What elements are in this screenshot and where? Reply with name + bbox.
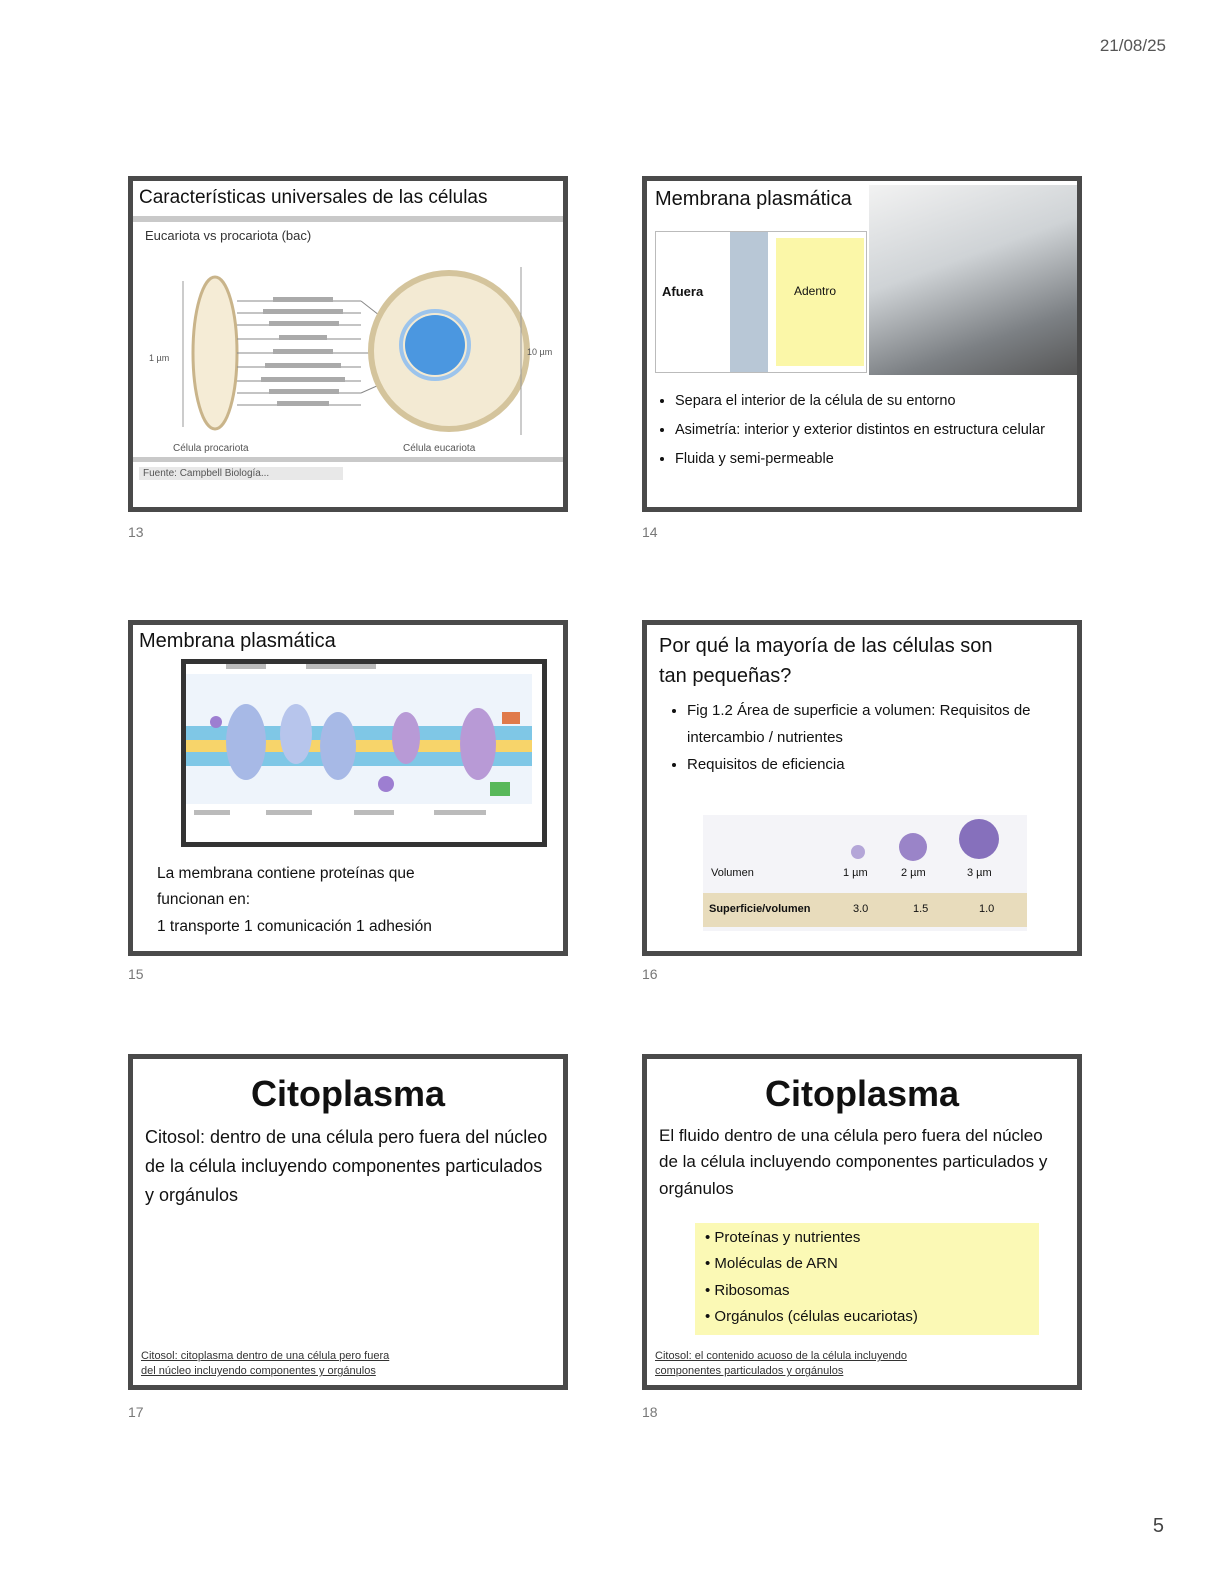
list-item: • Moléculas de ARN [705, 1255, 838, 1273]
slide-number: 17 [128, 1404, 144, 1420]
right-scale-label: 10 µm [527, 347, 553, 357]
title-line: tan pequeñas? [659, 665, 792, 687]
table-cell: 3 µm [967, 867, 992, 879]
table-cell: 1.0 [979, 903, 995, 915]
cube-large [959, 819, 999, 859]
prokaryote-label: Célula procariota [173, 443, 249, 454]
slide-title: Membrana plasmática [647, 181, 860, 217]
slide-title [647, 625, 1077, 697]
prokaryote-cell [193, 277, 237, 429]
slide-14 [642, 176, 1082, 512]
membrane-proteins-figure [181, 659, 547, 847]
slide-title: Membrana plasmática [139, 630, 336, 652]
table-cell: 2 µm [901, 867, 926, 879]
slide-15 [128, 620, 568, 956]
list-item: • Orgánulos (células eucariotas) [705, 1307, 918, 1325]
body-line: funcionan en: [157, 891, 251, 909]
slide-body: Citosol: dentro de una célula pero fuera del núcleo de la célula incluyendo componentes particulados y orgánulos [145, 1127, 548, 1205]
membrane-diagram [655, 231, 867, 373]
protein [320, 712, 356, 780]
left-scale-label: 1 µm [149, 353, 170, 363]
footnote-line: Citosol: citoplasma dentro de una célula pero fuera [141, 1350, 390, 1363]
protein [460, 708, 496, 780]
slide-footnote [141, 1349, 389, 1379]
row-label: Volumen [711, 867, 754, 879]
footnote-line: del núcleo incluyendo componentes y orgánulos [141, 1365, 376, 1378]
protein [226, 704, 266, 780]
slide-number: 14 [642, 524, 658, 540]
table-row [703, 893, 1027, 927]
inside-region [776, 238, 864, 366]
table-cell: 3.0 [853, 903, 869, 915]
footnote-line: componentes particulados y orgánulos [655, 1365, 844, 1378]
slide-caption: Fuente: Campbell Biología... [139, 467, 343, 480]
slide-number: 13 [128, 524, 144, 540]
bullet-list [651, 387, 1082, 474]
slide-number: 16 [642, 966, 658, 982]
body-line: La membrana contiene proteínas que [157, 865, 415, 882]
slide-13 [128, 176, 568, 512]
list-item: • Ribosomas [705, 1281, 790, 1299]
eukaryote-label: Célula eucariota [403, 443, 476, 454]
slide-16 [642, 620, 1082, 956]
slide-number: 15 [128, 966, 144, 982]
row-label: Superficie/volumen [709, 903, 811, 915]
inside-label: Adentro [794, 284, 837, 298]
protein [392, 712, 420, 764]
slide-subtitle: Eucariota vs procariota (bac) [145, 227, 312, 243]
slide-title: Citoplasma [250, 1073, 446, 1114]
table-cell: 1.5 [913, 903, 929, 915]
slide-body [157, 861, 432, 940]
highlight-box [695, 1223, 1039, 1335]
list-item: • Asimetría: interior y exterior distintos en estructura celular [675, 416, 1082, 445]
slide-body: El fluido dentro de una célula pero fuera del núcleo de la célula incluyendo componentes particulados y orgánulos [659, 1126, 1048, 1198]
cube-medium [899, 833, 927, 861]
list-item: • Fluida y semi-permeable [675, 445, 1082, 474]
slide-number: 18 [642, 1404, 658, 1420]
slide-title: Citoplasma [764, 1073, 960, 1114]
slide-title: Características universales de las células [139, 187, 488, 208]
nucleus [405, 315, 465, 375]
bullet-list [647, 697, 1077, 778]
slide-18 [642, 1054, 1082, 1390]
protein [280, 704, 312, 764]
footnote-line: Citosol: el contenido acuoso de la célula incluyendo [655, 1350, 907, 1363]
list-item: • Fig 1.2 Área de superficie a volumen: Requisitos de intercambio / nutrientes [687, 697, 1077, 751]
slide-footnote [655, 1349, 907, 1379]
surface-volume-table [703, 815, 1027, 931]
table-cell: 1 µm [843, 867, 868, 879]
cell-comparison-diagram [133, 251, 563, 461]
title-line: Por qué la mayoría de las células son [659, 635, 993, 657]
phospholipid-bilayer-diagram [186, 664, 532, 832]
cube-small [851, 845, 865, 859]
outside-label: Afuera [662, 284, 704, 299]
table-row [703, 863, 1027, 887]
caption-bar [133, 457, 563, 462]
membrane-layer [730, 232, 768, 372]
page-number: 5 [1152, 1515, 1164, 1537]
list-item: • Separa el interior de la célula de su entorno [675, 387, 1082, 416]
page-date: 21/08/25 [1099, 36, 1166, 55]
list-item: • Proteínas y nutrientes [705, 1229, 861, 1246]
list-item: • Requisitos de eficiencia [687, 751, 1077, 778]
photo-panel [869, 185, 1081, 375]
body-line: 1 transporte 1 comunicación 1 adhesión [157, 917, 432, 935]
slide-17 [128, 1054, 568, 1390]
